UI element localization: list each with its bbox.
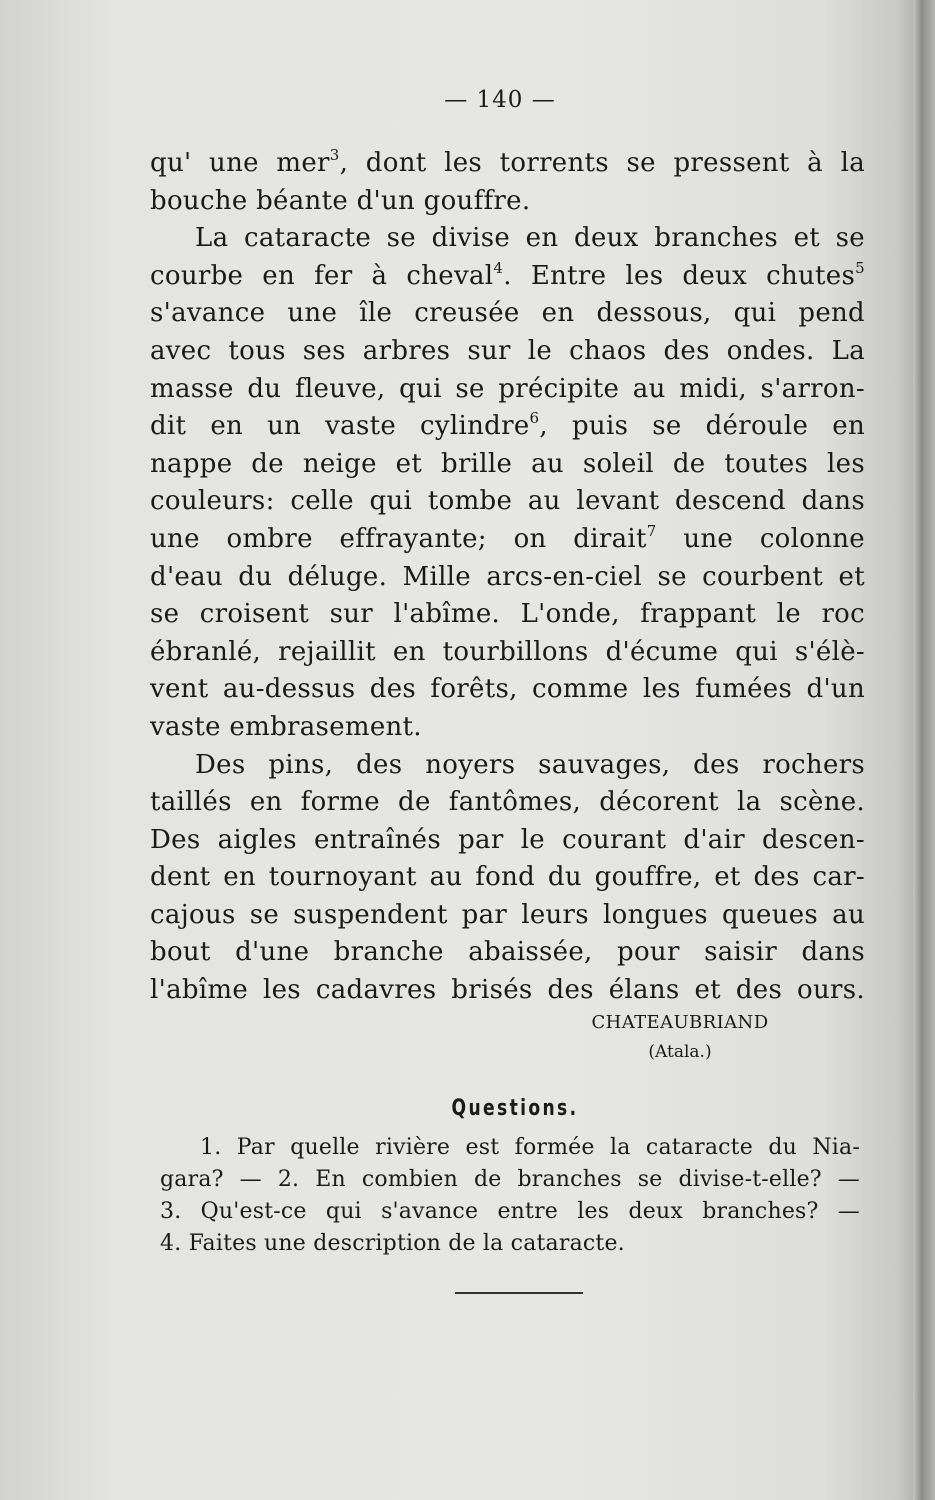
source-title: (Atala.): [648, 1042, 712, 1062]
text-line-12: d'eau du déluge. Mille arcs-en-ciel se courbent et: [150, 561, 865, 592]
author-name: CHATEAUBRIAND: [591, 1012, 769, 1033]
text-line-1: qu' une mer$^3$, dont les torrents se pressent à la: [150, 146, 866, 178]
text-line-2: bouche béante d'un gouffre.: [150, 185, 531, 216]
text-line-21: cajous se suspendent par leurs longues queues au: [150, 899, 865, 930]
text-line-14: ébranlé, rejaillit en tourbillons d'écume qui s'élè-: [150, 636, 865, 667]
text-line-15: vent au-dessus des forêts, comme les fumées d'un: [150, 674, 865, 705]
text-line-22: bout d'une branche abaissée, pour saisir dans: [150, 937, 865, 968]
question-line-1: 1. Par quelle rivière est formée la cataracte du Nia-: [200, 1135, 860, 1160]
questions-block: [160, 1132, 860, 1260]
questions-heading: Questions.: [451, 1096, 579, 1121]
question-line-3: 3. Qu'est-ce qui s'avance entre les deux branches? —: [160, 1199, 860, 1224]
text-line-19: Des aigles entraînés par le courant d'air descen-: [150, 824, 865, 855]
text-line-11: une ombre effrayante; on dirait$^7$ une colonne: [150, 521, 865, 554]
text-line-6: avec tous ses arbres sur le chaos des ondes. La: [150, 335, 865, 366]
text-line-4: courbe en fer à cheval$^4$. Entre les deux chutes$^5$: [150, 258, 865, 291]
question-line-4: 4. Faites une description de la cataracte.: [160, 1231, 625, 1256]
text-line-16: vaste embrasement.: [150, 711, 422, 742]
text-line-17: Des pins, des noyers sauvages, des rochers: [195, 749, 865, 780]
text-line-5: s'avance une île creusée en dessous, qui pend: [150, 298, 865, 329]
text-line-10: couleurs: celle qui tombe au levant descend dans: [150, 486, 865, 517]
text-line-9: nappe de neige et brille au soleil de toutes les: [150, 448, 865, 479]
page-number: — 140 —: [444, 87, 556, 113]
text-line-23: l'abîme les cadavres brisés des élans et des ours.: [150, 975, 865, 1006]
text-line-8: dit en un vaste cylindre$^6$, puis se déroule en: [150, 409, 865, 442]
page-edge-shadow: [913, 0, 935, 1500]
text-line-7: masse du fleuve, qui se précipite au midi, s'arron-: [150, 373, 865, 404]
text-line-18: taillés en forme de fantômes, décorent la scène.: [150, 787, 865, 818]
text-line-3: La cataracte se divise en deux branches et se: [195, 223, 865, 254]
text-line-13: se croisent sur l'abîme. L'onde, frappant le roc: [150, 599, 865, 630]
closing-rule: [455, 1292, 583, 1294]
passage-text: [150, 145, 865, 1010]
text-line-20: dent en tournoyant au fond du gouffre, et des car-: [150, 862, 865, 893]
question-line-2: gara? — 2. En combien de branches se divise-t-elle? —: [160, 1167, 860, 1192]
